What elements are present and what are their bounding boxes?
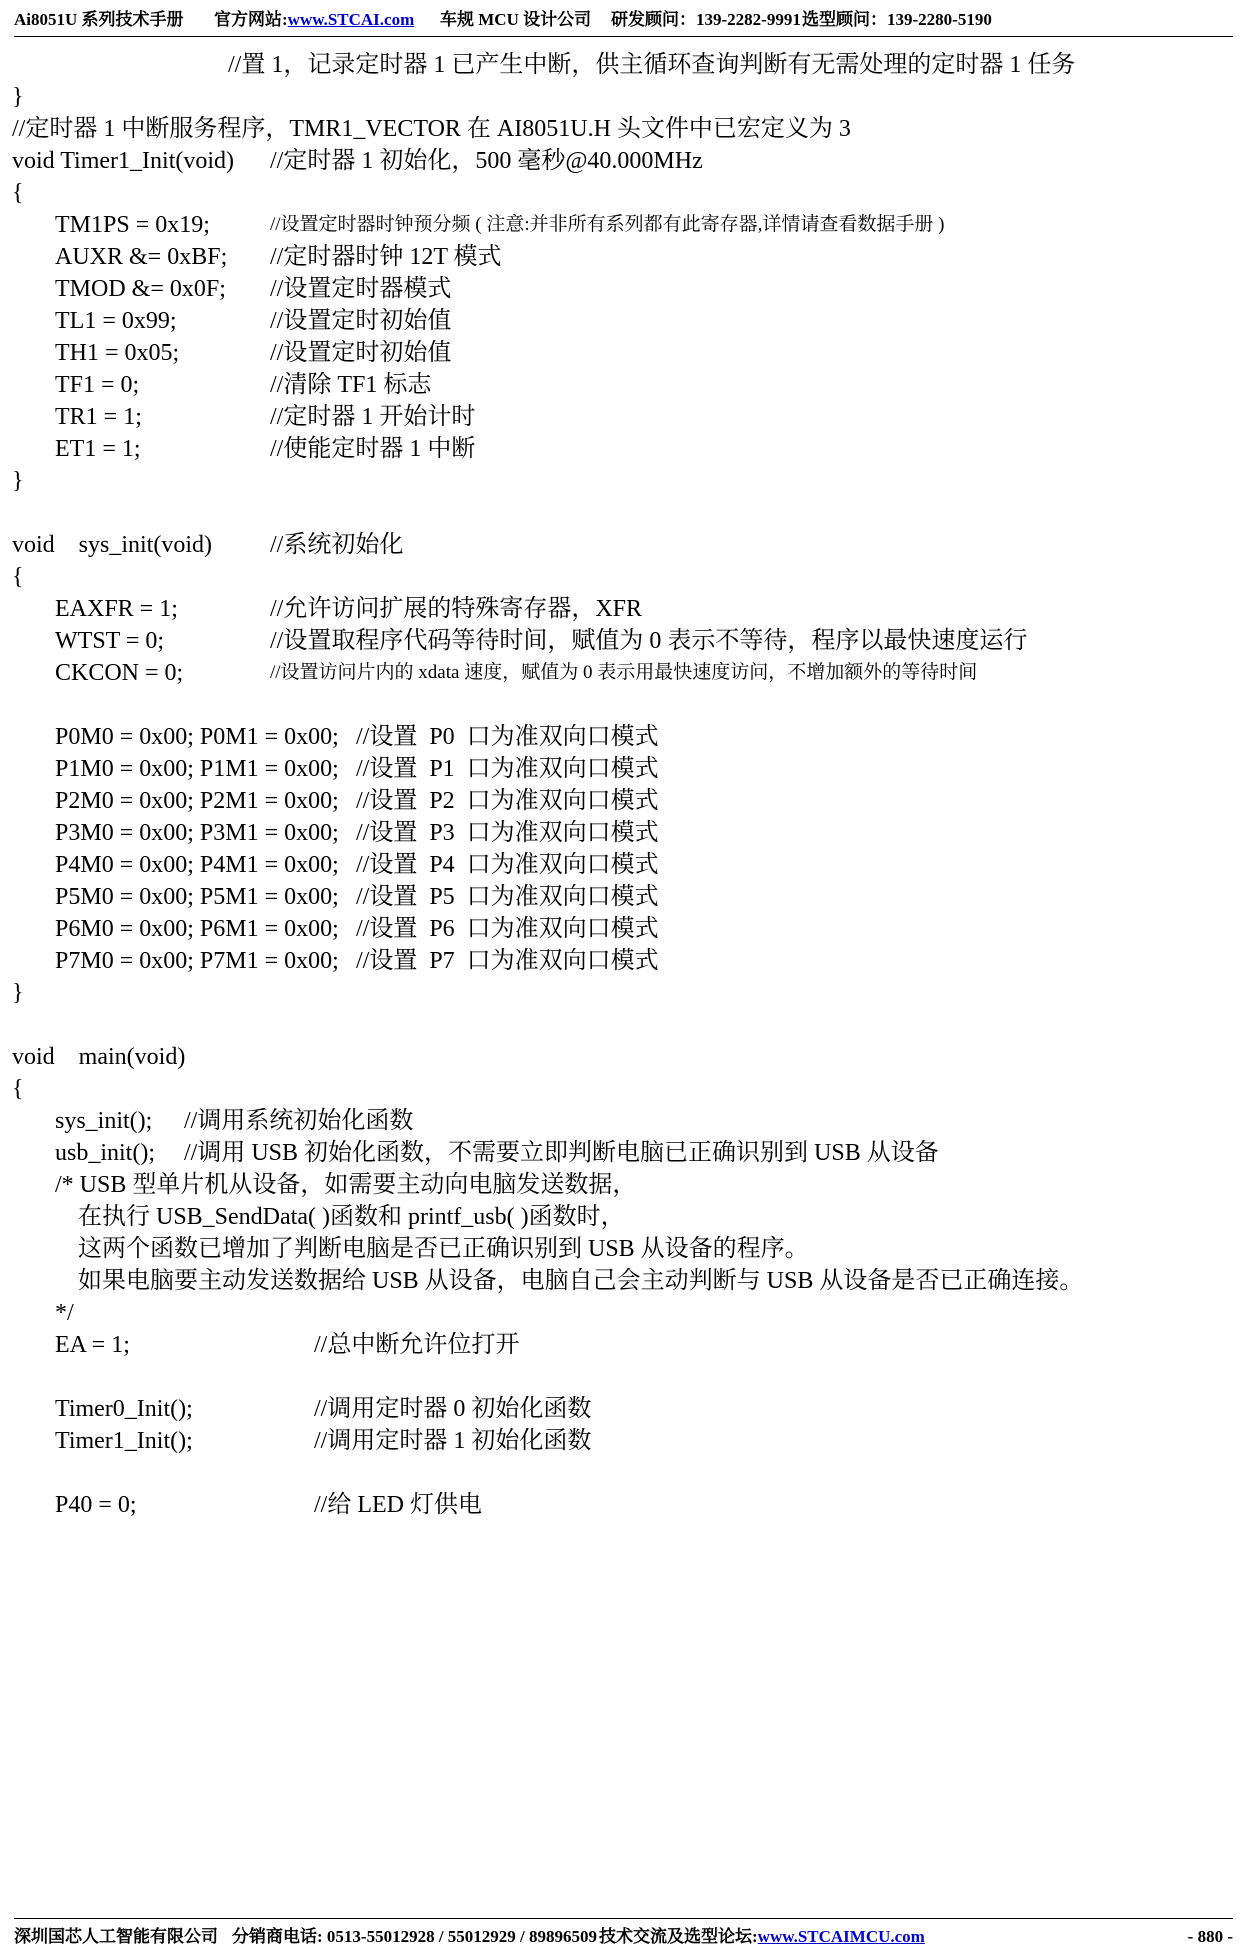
site-link[interactable]: www.STCAI.com (287, 10, 415, 29)
forum-link-group (599, 1922, 925, 1952)
code-line: WTST = 0; (55, 628, 165, 654)
code-line: Timer1_Init(); (55, 1428, 193, 1454)
company-tagline: 车规 MCU 设计公司 (440, 10, 592, 29)
code-line: //置 1，记录定时器 1 已产生中断，供主循环查询判断有无需处理的定时器 1 任务 (228, 52, 1076, 78)
code-line: void Timer1_Init(void) (12, 148, 235, 174)
code-comment: //设置取程序代码等待时间，赋值为 0 表示不等待，程序以最快速度运行 (270, 628, 1028, 654)
manual-title: Ai8051U 系列技术手册 (14, 10, 184, 29)
code-line: EAXFR = 1; (55, 596, 178, 622)
code-comment: //设置 P3 口为准双向口模式 (356, 820, 659, 846)
code-line: ET1 = 1; (55, 436, 141, 462)
code-line: CKCON = 0; (55, 660, 184, 686)
code-line: P1M0 = 0x00; P1M1 = 0x00; (55, 756, 339, 782)
code-line: TM1PS = 0x19; (55, 212, 210, 238)
code-line: TMOD &= 0x0F; (55, 276, 226, 302)
code-line: } (12, 980, 24, 1006)
rd-consultant: 研发顾问：139-2282-9991 (611, 10, 801, 29)
code-line: AUXR &= 0xBF; (55, 244, 228, 270)
code-line: 这两个函数已增加了判断电脑是否已正确识别到 USB 从设备的程序。 (78, 1236, 809, 1262)
code-comment: //设置访问片内的 xdata 速度，赋值为 0 表示用最快速度访问，不增加额外的等待时间 (270, 662, 978, 683)
code-line: { (12, 180, 24, 206)
code-comment: //设置 P2 口为准双向口模式 (356, 788, 659, 814)
code-line: /* USB 型单片机从设备，如需要主动向电脑发送数据， (55, 1172, 637, 1198)
code-line: P4M0 = 0x00; P4M1 = 0x00; (55, 852, 339, 878)
code-line: //定时器 1 中断服务程序，TMR1_VECTOR 在 AI8051U.H 头文件中已宏定义为 3 (12, 116, 851, 142)
code-line: TL1 = 0x99; (55, 308, 177, 334)
code-line: EA = 1; (55, 1332, 130, 1358)
page-number: - 880 - (1187, 1927, 1233, 1946)
code-comment: //设置定时初始值 (270, 340, 452, 366)
code-comment: //给 LED 灯供电 (314, 1492, 482, 1518)
code-comment: //调用 USB 初始化函数，不需要立即判断电脑已正确识别到 USB 从设备 (184, 1140, 939, 1166)
code-line: P5M0 = 0x00; P5M1 = 0x00; (55, 884, 339, 910)
site-label: 官方网站: (214, 10, 288, 29)
code-comment: //设置 P4 口为准双向口模式 (356, 852, 659, 878)
code-comment: //设置 P5 口为准双向口模式 (356, 884, 659, 910)
code-comment: //总中断允许位打开 (314, 1332, 520, 1358)
code-comment: //调用系统初始化函数 (184, 1108, 414, 1134)
code-line: P0M0 = 0x00; P0M1 = 0x00; (55, 724, 339, 750)
forum-link[interactable]: www.STCAIMCU.com (757, 1927, 925, 1946)
code-comment: //设置 P1 口为准双向口模式 (356, 756, 659, 782)
code-comment: //设置 P0 口为准双向口模式 (356, 724, 659, 750)
code-comment: //设置 P6 口为准双向口模式 (356, 916, 659, 942)
code-line: { (12, 1076, 24, 1102)
footer-rule (14, 1918, 1233, 1919)
code-line: } (12, 84, 24, 110)
code-line: P6M0 = 0x00; P6M1 = 0x00; (55, 916, 339, 942)
code-comment: //系统初始化 (270, 532, 404, 558)
code-comment: //允许访问扩展的特殊寄存器，XFR (270, 596, 643, 622)
code-line: usb_init(); (55, 1140, 155, 1166)
code-line: 如果电脑要主动发送数据给 USB 从设备，电脑自己会主动判断与 USB 从设备是否已正确连接。 (78, 1268, 1084, 1294)
code-line: TR1 = 1; (55, 404, 142, 430)
code-line: P40 = 0; (55, 1492, 137, 1518)
footer-company: 深圳国芯人工智能有限公司 (14, 1927, 218, 1946)
code-comment: //清除 TF1 标志 (270, 372, 432, 398)
code-line: void sys_init(void) (12, 532, 213, 558)
code-line: 在执行 USB_SendData( )函数和 printf_usb( )函数时， (78, 1204, 625, 1230)
code-line: sys_init(); (55, 1108, 153, 1134)
selection-consultant: 选型顾问：139-2280-5190 (802, 10, 992, 29)
code-comment: //定时器 1 初始化，500 毫秒@40.000MHz (270, 148, 703, 174)
code-comment: //调用定时器 1 初始化函数 (314, 1428, 592, 1454)
code-comment: //设置定时器模式 (270, 276, 452, 302)
code-comment: //定时器 1 开始计时 (270, 404, 476, 430)
code-line: Timer0_Init(); (55, 1396, 193, 1422)
page-footer (14, 1922, 1233, 1952)
code-comment: //调用定时器 0 初始化函数 (314, 1396, 592, 1422)
code-line: */ (55, 1300, 74, 1326)
code-comment: //设置定时初始值 (270, 308, 452, 334)
code-line: } (12, 468, 24, 494)
code-comment: //使能定时器 1 中断 (270, 436, 476, 462)
code-line: P2M0 = 0x00; P2M1 = 0x00; (55, 788, 339, 814)
code-line: P7M0 = 0x00; P7M1 = 0x00; (55, 948, 339, 974)
code-comment: //设置 P7 口为准双向口模式 (356, 948, 659, 974)
code-line: { (12, 564, 24, 590)
code-line: TH1 = 0x05; (55, 340, 180, 366)
code-line: TF1 = 0; (55, 372, 140, 398)
forum-label: 技术交流及选型论坛: (599, 1927, 758, 1946)
code-line: P3M0 = 0x00; P3M1 = 0x00; (55, 820, 339, 846)
code-comment: //定时器时钟 12T 模式 (270, 244, 502, 270)
code-line: void main(void) (12, 1044, 186, 1070)
distributor-phone: 分销商电话: 0513-55012928 / 55012929 / 89896509 (232, 1927, 598, 1946)
code-comment: //设置定时器时钟预分频 ( 注意:并非所有系列都有此寄存器,详情请查看数据手册 ) (270, 214, 945, 235)
